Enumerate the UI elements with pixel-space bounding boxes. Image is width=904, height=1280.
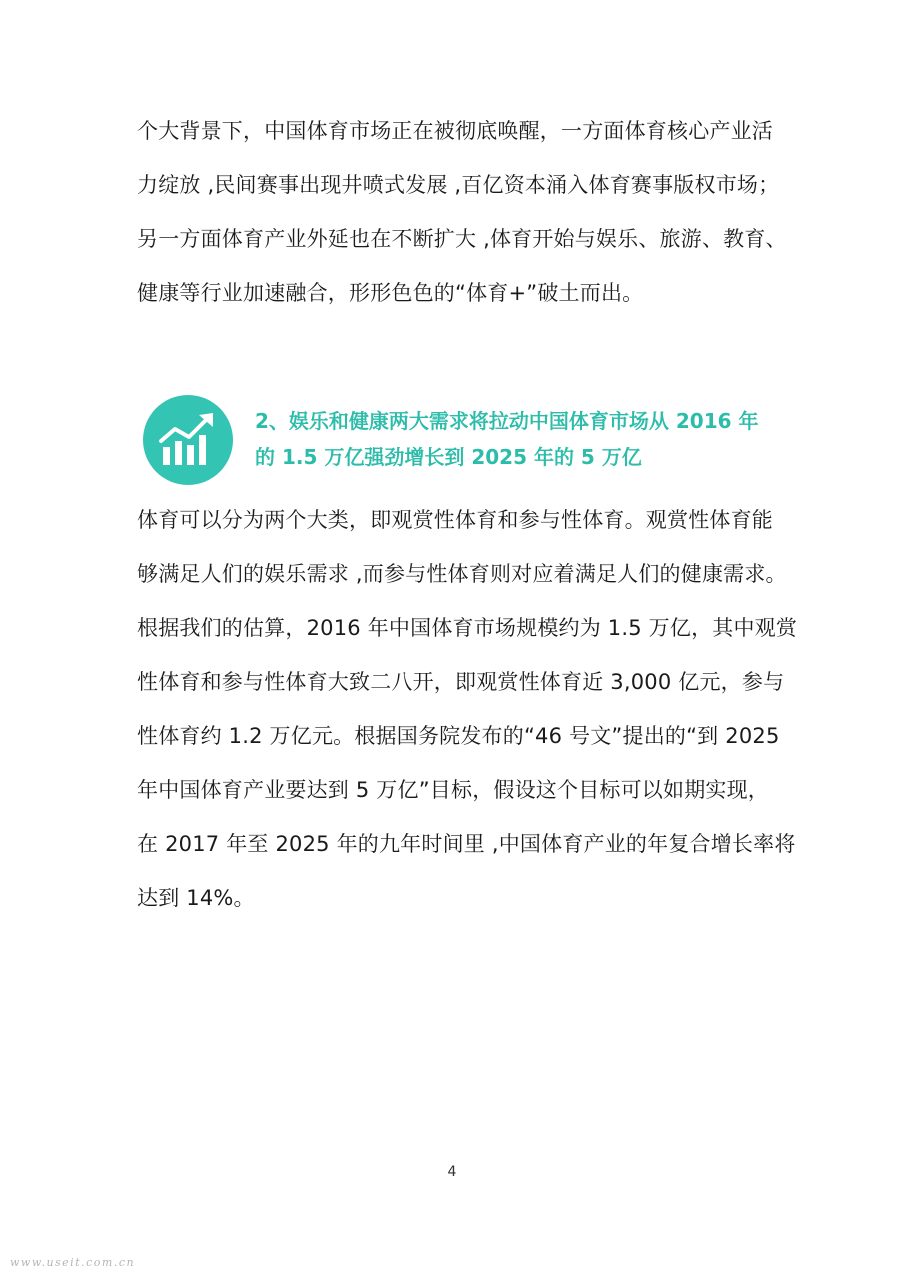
text-line: 性体育约 1.2 万亿元。根据国务院发布的“46 号文”提出的“到 2025 <box>137 724 780 748</box>
text-line: 性体育和参与性体育大致二八开，即观赏性体育近 3,000 亿元，参与 <box>137 670 785 694</box>
section-title <box>255 403 759 475</box>
watermark: www.useit.com.cn <box>10 1256 136 1269</box>
section-title-line: 2、娱乐和健康两大需求将拉动中国体育市场从 2016 年 <box>255 409 759 433</box>
section-heading <box>143 385 803 485</box>
text-line: 在 2017 年至 2025 年的九年时间里 ,中国体育产业的年复合增长率将 <box>137 832 796 856</box>
text-line: 够满足人们的娱乐需求 ,而参与性体育则对应着满足人们的健康需求。 <box>137 562 787 586</box>
text-line: 健康等行业加速融合，形形色色的“体育+”破土而出。 <box>137 281 644 305</box>
text-line: 年中国体育产业要达到 5 万亿”目标，假设这个目标可以如期实现， <box>137 778 769 802</box>
text-line: 另一方面体育产业外延也在不断扩大 ,体育开始与娱乐、旅游、教育、 <box>137 227 787 251</box>
text-line: 根据我们的估算，2016 年中国体育市场规模约为 1.5 万亿，其中观赏 <box>137 616 798 640</box>
text-line: 体育可以分为两个大类，即观赏性体育和参与性体育。观赏性体育能 <box>137 508 773 532</box>
text-line: 力绽放 ,民间赛事出现井喷式发展 ,百亿资本涌入体育赛事版权市场； <box>137 173 780 197</box>
growth-chart-icon <box>143 395 233 485</box>
text-line: 个大背景下，中国体育市场正在被彻底唤醒，一方面体育核心产业活 <box>137 119 773 143</box>
section-title-line: 的 1.5 万亿强劲增长到 2025 年的 5 万亿 <box>255 445 642 469</box>
intro-paragraph <box>137 104 787 320</box>
page-number: 4 <box>447 1164 457 1180</box>
body-paragraph <box>137 493 798 925</box>
text-line: 达到 14%。 <box>137 886 255 910</box>
